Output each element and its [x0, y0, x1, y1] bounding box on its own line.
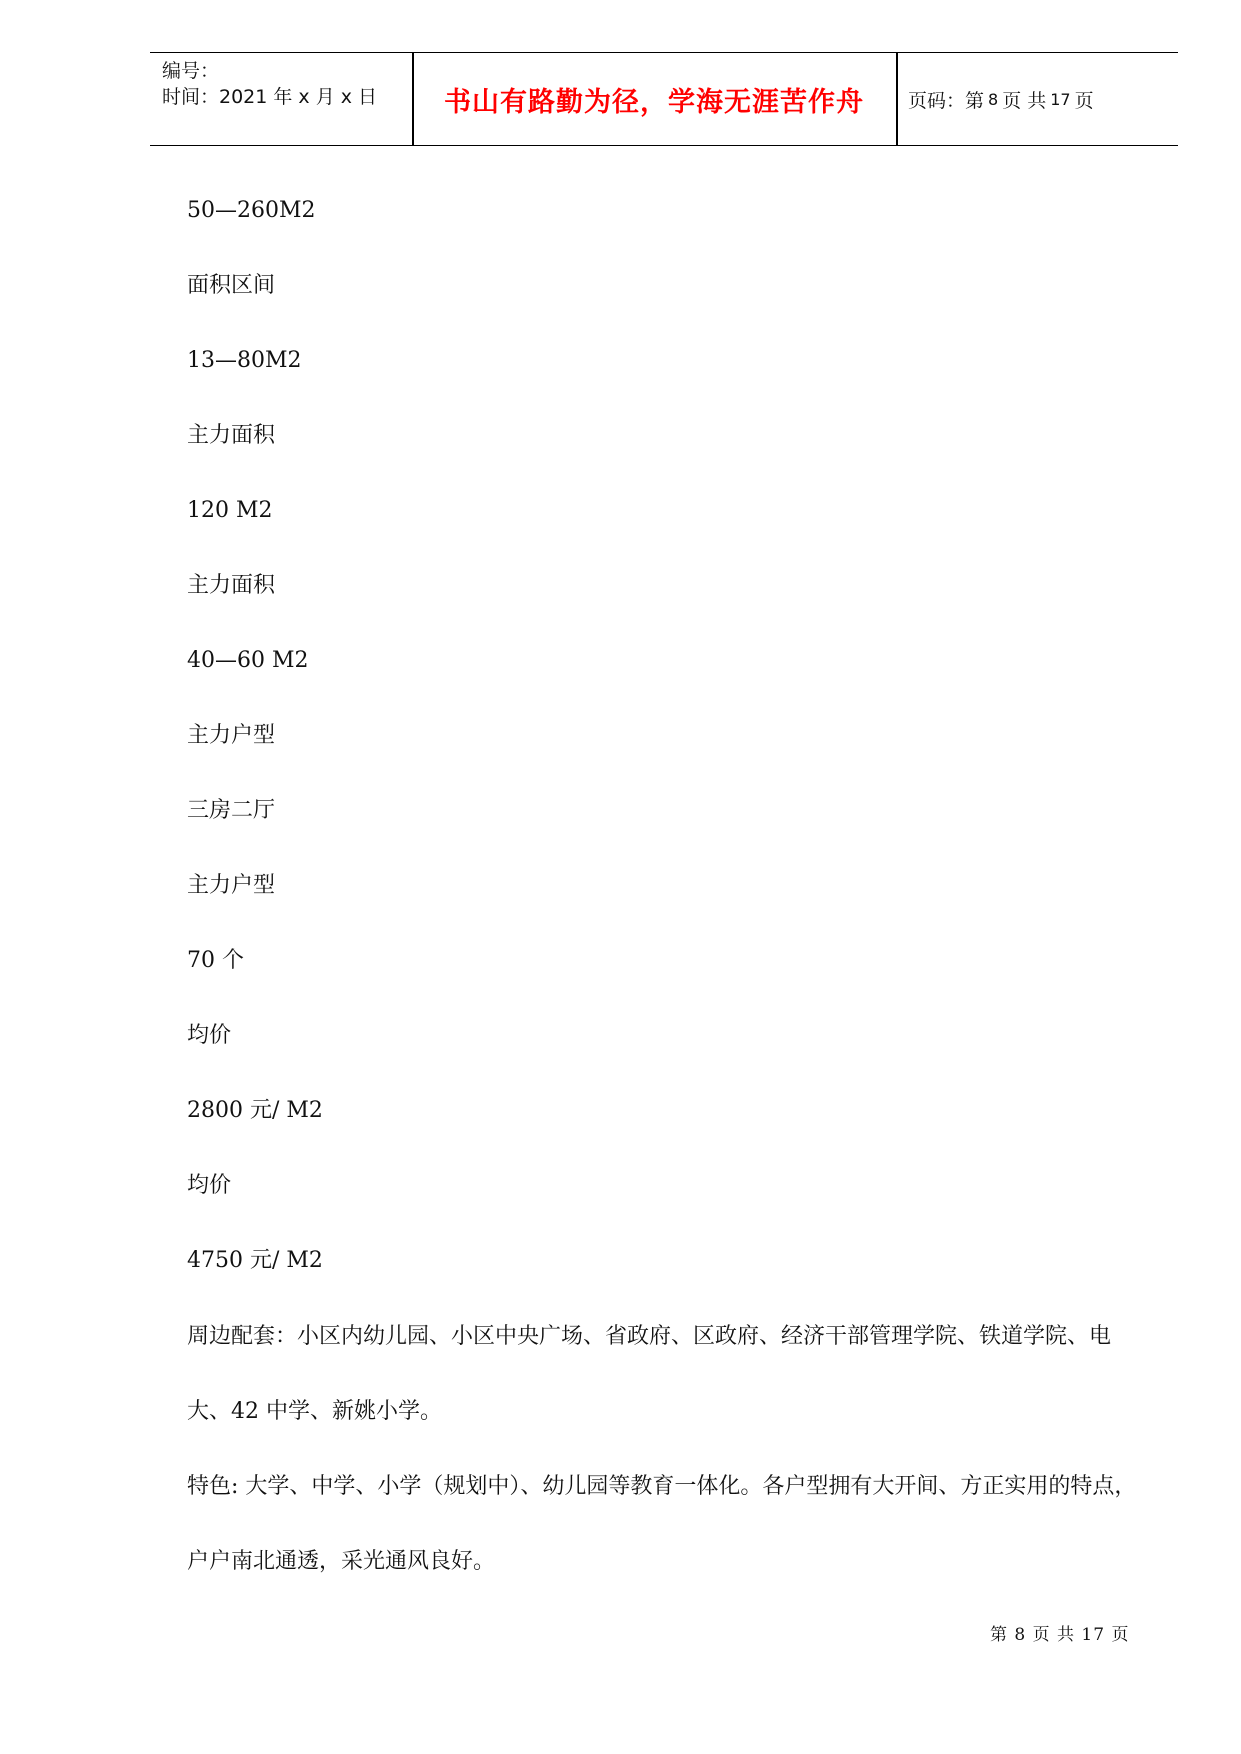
header-page-number: [908, 53, 1094, 145]
header-divider-right: [896, 53, 898, 145]
text-line: 主力户型: [187, 873, 276, 898]
text-line: 面积区间: [187, 273, 276, 298]
text-line: 均价: [187, 1173, 232, 1198]
text-line: 120 M2: [187, 498, 273, 523]
paragraph-surroundings: 周边配套：小区内幼儿园、小区中央广场、省政府、区政府、经济干部管理学院、铁道学院、电大、42 中学、新姚小学。: [187, 1324, 1112, 1424]
text-line: 主力面积: [187, 423, 276, 448]
text-line: 4750 元/ M2: [187, 1248, 323, 1273]
header-meta: [162, 58, 377, 110]
page-suffix: 页: [1074, 89, 1094, 112]
text-line: 50—260M2: [187, 198, 316, 223]
text-line: 均价: [187, 1023, 232, 1048]
page-footer: 第 8 页 共 17 页: [990, 1625, 1130, 1645]
page-prefix: 页码：第: [908, 89, 985, 112]
text-line: 主力户型: [187, 723, 276, 748]
document-date: 时间：2021 年 x 月 x 日: [162, 86, 378, 108]
paragraph-features: 特色: 大学、中学、小学（规划中）、幼儿园等教育一体化。各户型拥有大开间、方正实用的特点，户户南北通透，采光通风良好。: [187, 1474, 1137, 1574]
text-line: 13—80M2: [187, 348, 302, 373]
page-header: [150, 52, 1178, 146]
page-total: 17: [1050, 89, 1071, 109]
document-body: [187, 186, 1147, 1611]
page-middle: 页 共: [1002, 89, 1047, 112]
document-number-label: 编号：: [162, 60, 220, 82]
text-line: 2800 元/ M2: [187, 1098, 323, 1123]
text-line: 主力面积: [187, 573, 276, 598]
text-line: 三房二厅: [187, 798, 276, 823]
page-current: 8: [988, 89, 999, 109]
header-motto: 书山有路勤为径，学海无涯苦作舟: [444, 86, 864, 118]
text-line: 40—60 M2: [187, 648, 309, 673]
text-line: 70 个: [187, 948, 244, 973]
